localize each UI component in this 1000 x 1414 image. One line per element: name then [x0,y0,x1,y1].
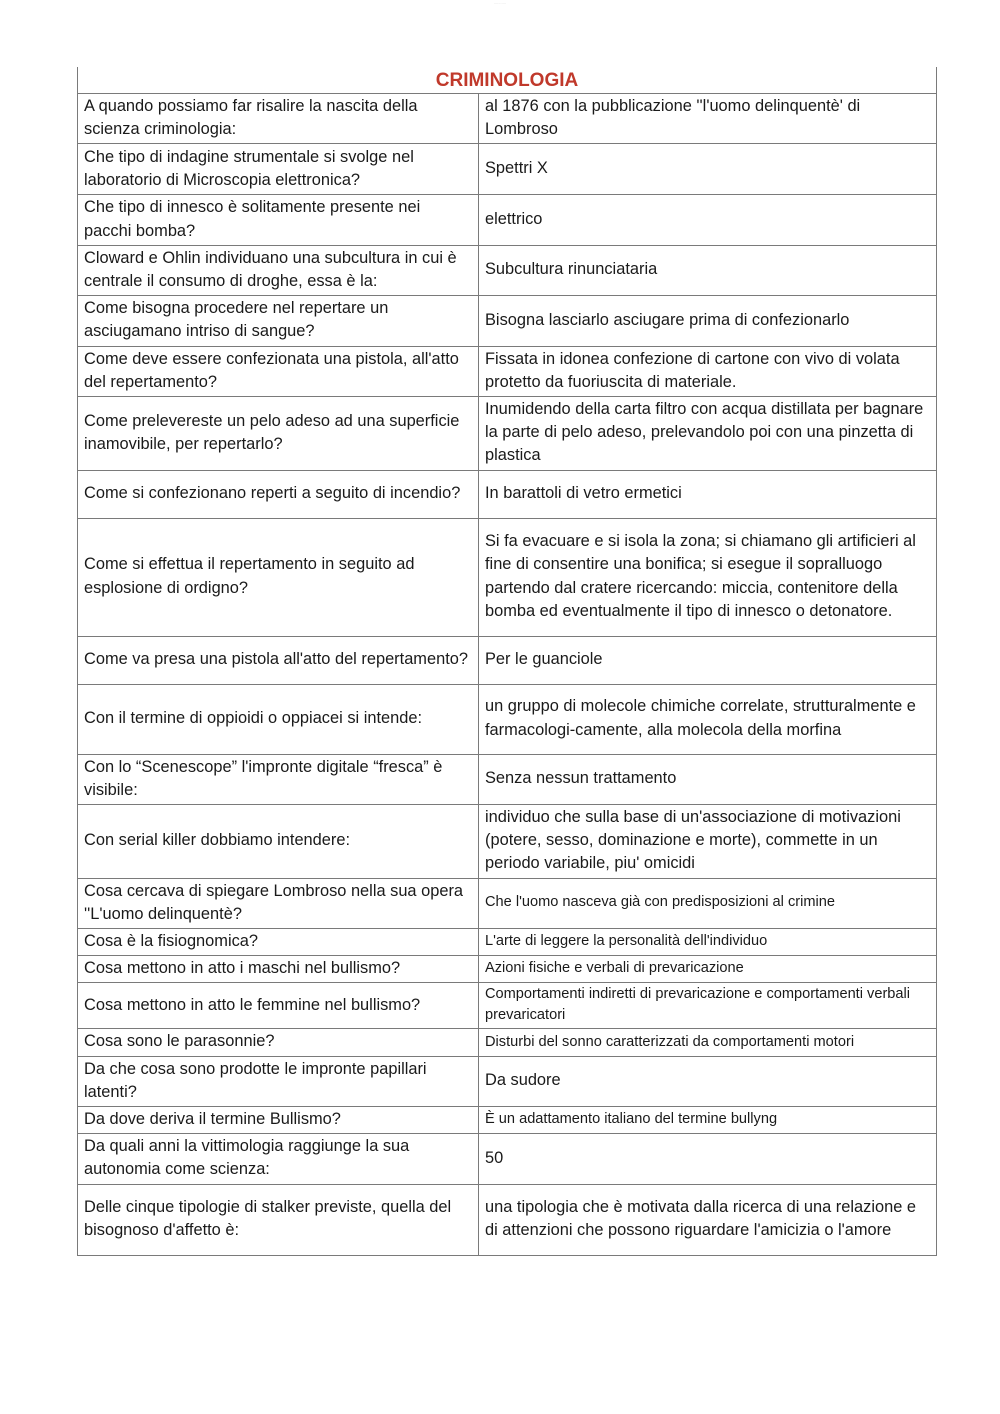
title-row [78,67,937,94]
table-row [78,346,937,396]
table-row [78,983,937,1029]
answer-cell: L'arte di leggere la personalità dell'individuo [479,929,937,956]
question-cell: Che tipo di indagine strumentale si svolge nel laboratorio di Microscopia elettronica? [78,144,479,195]
table-row [78,1107,937,1134]
answer-cell: 50 [479,1134,937,1184]
table-row [78,636,937,684]
table-row [78,195,937,245]
question-cell: Come va presa una pistola all'atto del repertamento? [78,636,479,684]
table-row [78,1184,937,1255]
answer-cell: Azioni fisiche e verbali di prevaricazione [479,956,937,983]
table-row [78,518,937,636]
answer-cell: Disturbi del sonno caratterizzati da comportamenti motori [479,1029,937,1056]
question-cell: Come prelevereste un pelo adeso ad una superficie inamovibile, per repertarlo? [78,397,479,471]
answer-cell: Fissata in idonea confezione di cartone con vivo di volata protetto da fuoriuscita di materiale. [479,346,937,396]
qa-table [77,67,937,1256]
table-row [78,245,937,295]
answer-cell: al 1876 con la pubblicazione ''l'uomo delinquentè' di Lombroso [479,94,937,144]
answer-cell: Che l'uomo nasceva già con predisposizioni al crimine [479,878,937,928]
answer-cell: Per le guanciole [479,636,937,684]
table-row [78,684,937,754]
table-title: CRIMINOLOGIA [78,67,937,94]
table-row [78,956,937,983]
answer-cell: Comportamenti indiretti di prevaricazione e comportamenti verbali prevaricatori [479,983,937,1029]
question-cell: Cosa mettono in atto i maschi nel bullismo? [78,956,479,983]
answer-cell: Bisogna lasciarlo asciugare prima di confezionarlo [479,296,937,346]
answer-cell: Subcultura rinunciataria [479,245,937,295]
question-cell: Cosa mettono in atto le femmine nel bullismo? [78,983,479,1029]
answer-cell: una tipologia che è motivata dalla ricerca di una relazione e di attenzioni che possono riguardare l'amicizia o l'amore [479,1184,937,1255]
answer-cell: Da sudore [479,1056,937,1106]
question-cell: Con lo “Scenescope” l'impronte digitale “fresca” è visibile: [78,754,479,804]
answer-cell: Spettri X [479,144,937,195]
question-cell: Delle cinque tipologie di stalker previste, quella del bisognoso d'affetto è: [78,1184,479,1255]
question-cell: Da che cosa sono prodotte le impronte papillari latenti? [78,1056,479,1106]
answer-cell: elettrico [479,195,937,245]
table-row [78,1029,937,1056]
question-cell: Come bisogna procedere nel repertare un asciugamano intriso di sangue? [78,296,479,346]
page-mark: ........... [493,0,507,5]
table-row [78,296,937,346]
question-cell: Da quali anni la vittimologia raggiunge la sua autonomia come scienza: [78,1134,479,1184]
qa-table-body [78,67,937,1255]
table-row [78,1056,937,1106]
table-row [78,805,937,879]
question-cell: Con serial killer dobbiamo intendere: [78,805,479,879]
table-row [78,94,937,144]
question-cell: Cosa è la fisiognomica? [78,929,479,956]
question-cell: Come si confezionano reperti a seguito di incendio? [78,470,479,518]
question-cell: Cosa cercava di spiegare Lombroso nella sua opera ''L'uomo delinquentè? [78,878,479,928]
table-row [78,1134,937,1184]
question-cell: Cloward e Ohlin individuano una subcultura in cui è centrale il consumo di droghe, essa è la: [78,245,479,295]
question-cell: A quando possiamo far risalire la nascita della scienza criminologia: [78,94,479,144]
table-row [78,470,937,518]
table-row [78,878,937,928]
question-cell: Che tipo di innesco è solitamente presente nei pacchi bomba? [78,195,479,245]
answer-cell: Si fa evacuare e si isola la zona; si chiamano gli artificieri al fine di consentire una bonifica; si esegue il sopralluogo partendo dal cratere ricercando: miccia, contenitore della bomba ed eventualmente il tipo di innesco o detonatore. [479,518,937,636]
table-row [78,144,937,195]
answer-cell: individuo che sulla base di un'associazione di motivazioni (potere, sesso, dominazione e morte), commette in un periodo variabile, piu' omicidi [479,805,937,879]
question-cell: Come deve essere confezionata una pistola, all'atto del repertamento? [78,346,479,396]
question-cell: Con il termine di oppioidi o oppiacei si intende: [78,684,479,754]
answer-cell: un gruppo di molecole chimiche correlate, strutturalmente e farmacologi-camente, alla molecola della morfina [479,684,937,754]
question-cell: Come si effettua il repertamento in seguito ad esplosione di ordigno? [78,518,479,636]
answer-cell: Inumidendo della carta filtro con acqua distillata per bagnare la parte di pelo adeso, prelevandolo poi con una pinzetta di plastica [479,397,937,471]
answer-cell: Senza nessun trattamento [479,754,937,804]
answer-cell: In barattoli di vetro ermetici [479,470,937,518]
table-row [78,754,937,804]
answer-cell: È un adattamento italiano del termine bullyng [479,1107,937,1134]
table-row [78,929,937,956]
question-cell: Cosa sono le parasonnie? [78,1029,479,1056]
table-row [78,397,937,471]
question-cell: Da dove deriva il termine Bullismo? [78,1107,479,1134]
